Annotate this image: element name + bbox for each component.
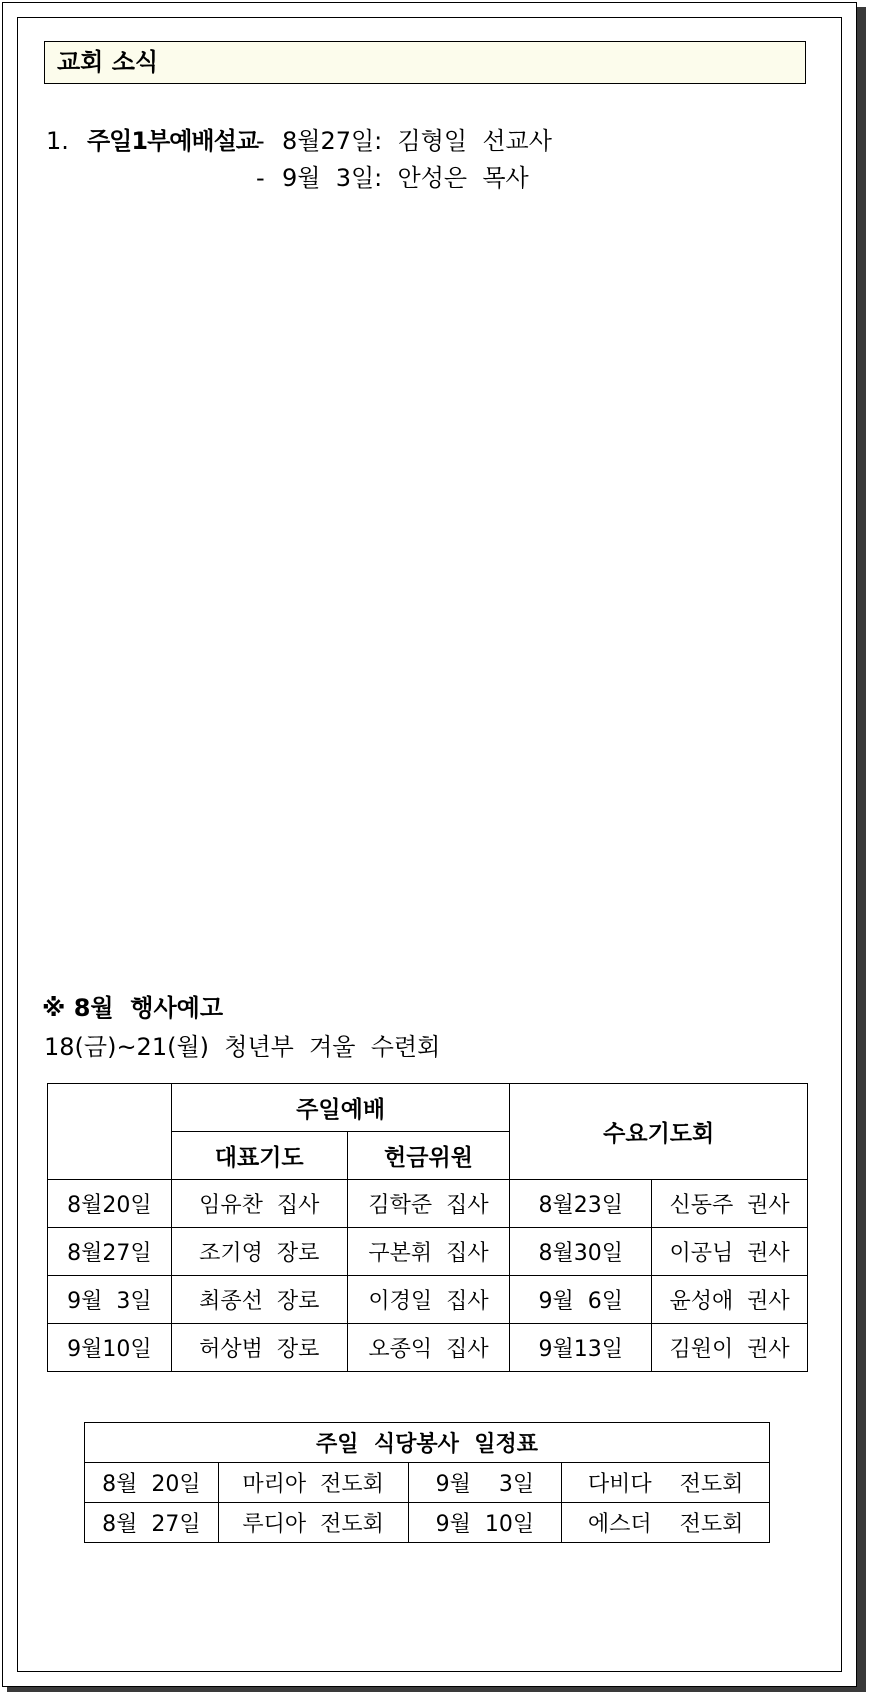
meal-date: 8월 20일 [85,1463,219,1503]
meal-group: 다비다 전도회 [562,1463,770,1503]
sermon-dash-1: - [256,127,265,155]
cafeteria-service-table [84,1422,770,1543]
table-row [48,1276,808,1324]
meal-date: 9월 10일 [408,1503,562,1543]
sunday-date: 9월 3일 [48,1276,172,1324]
sunday-date: 8월27일 [48,1228,172,1276]
table-row [85,1503,770,1543]
prayer-name: 조기영 장로 [171,1228,347,1276]
meal-group: 루디아 전도회 [218,1503,408,1543]
offering-name: 김학준 집사 [347,1180,510,1228]
meal-table-title: 주일 식당봉사 일정표 [85,1423,770,1463]
sermon-label: 주일1부예배설교 [87,127,258,155]
sermon-line-2: 9월 3일: 안성은 목사 [282,164,529,192]
prayer-name: 허상범 장로 [171,1324,347,1372]
sermon-dash-2: - [256,164,265,192]
worship-schedule-table [47,1083,808,1372]
sunday-date: 8월20일 [48,1180,172,1228]
table-row [48,1180,808,1228]
wednesday-date: 9월13일 [510,1324,652,1372]
prayer-name: 최종선 장로 [171,1276,347,1324]
offering-name: 이경일 집사 [347,1276,510,1324]
header-sunday-worship: 주일예배 [171,1084,510,1132]
prayer-name: 임유찬 집사 [171,1180,347,1228]
header-wednesday-prayer: 수요기도회 [510,1084,808,1180]
wednesday-date: 9월 6일 [510,1276,652,1324]
section-header: 교회 소식 [44,41,806,84]
wednesday-date: 8월23일 [510,1180,652,1228]
event-notice-title: ※ 8월 행사예고 [42,994,224,1022]
header-representative-prayer: 대표기도 [171,1132,347,1180]
meal-group: 마리아 전도회 [218,1463,408,1503]
wednesday-date: 8월30일 [510,1228,652,1276]
corner-cell [48,1084,172,1180]
table-row [48,1324,808,1372]
table-row [48,1228,808,1276]
offering-name: 오종익 집사 [347,1324,510,1372]
sermon-number: 1. [46,127,69,155]
sunday-date: 9월10일 [48,1324,172,1372]
wednesday-name: 김원이 권사 [652,1324,808,1372]
event-notice-line: 18(금)~21(월) 청년부 겨울 수련회 [44,1033,441,1061]
offering-name: 구본휘 집사 [347,1228,510,1276]
table-row [85,1463,770,1503]
wednesday-name: 이공님 권사 [652,1228,808,1276]
meal-date: 9월 3일 [408,1463,562,1503]
wednesday-name: 윤성애 권사 [652,1276,808,1324]
wednesday-name: 신동주 권사 [652,1180,808,1228]
header-offering-committee: 헌금위원 [347,1132,510,1180]
meal-group: 에스더 전도회 [562,1503,770,1543]
sermon-line-1: 8월27일: 김형일 선교사 [282,127,552,155]
meal-date: 8월 27일 [85,1503,219,1543]
